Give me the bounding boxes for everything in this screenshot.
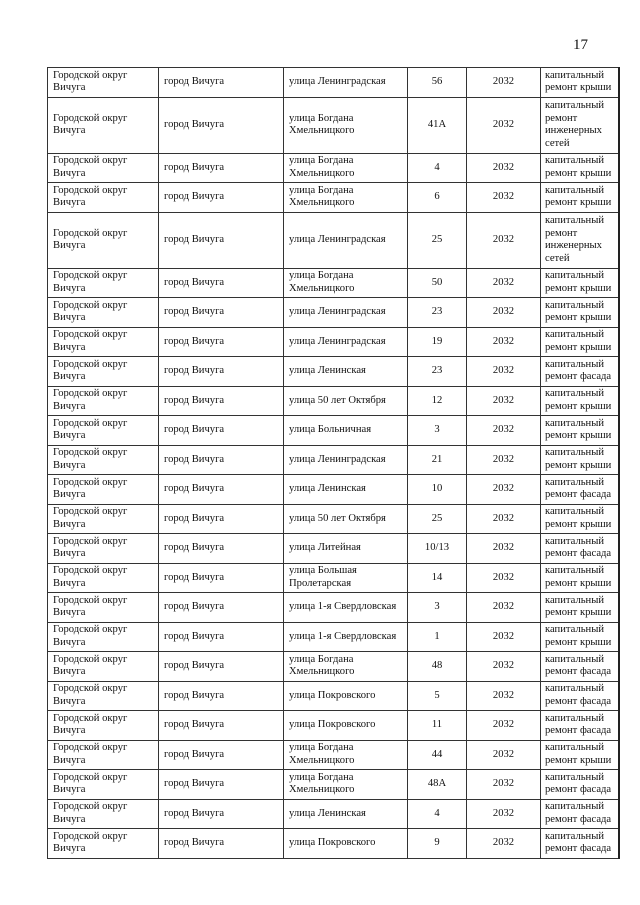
work-type-cell: капитальный ремонт крыши	[541, 386, 619, 416]
work-type-cell: капитальный ремонт крыши	[541, 153, 619, 183]
district-cell: Городской округ Вичуга	[48, 212, 159, 268]
table-row	[48, 268, 619, 298]
work-type-cell: капитальный ремонт фасада	[541, 711, 619, 741]
house-number-cell: 50	[408, 268, 467, 298]
district-cell: Городской округ Вичуга	[48, 563, 159, 593]
city-cell: город Вичуга	[159, 97, 284, 153]
work-type-cell: капитальный ремонт крыши	[541, 445, 619, 475]
district-cell: Городской округ Вичуга	[48, 475, 159, 505]
city-cell: город Вичуга	[159, 68, 284, 98]
street-cell: улица Богдана Хмельницкого	[284, 770, 408, 800]
district-cell: Городской округ Вичуга	[48, 357, 159, 387]
year-cell: 2032	[467, 153, 541, 183]
district-cell: Городской округ Вичуга	[48, 68, 159, 98]
year-cell: 2032	[467, 416, 541, 446]
city-cell: город Вичуга	[159, 268, 284, 298]
work-type-cell: капитальный ремонт крыши	[541, 593, 619, 623]
house-number-cell: 19	[408, 327, 467, 357]
table-row	[48, 652, 619, 682]
year-cell: 2032	[467, 445, 541, 475]
street-cell: улица Ленинская	[284, 475, 408, 505]
work-type-cell: капитальный ремонт крыши	[541, 68, 619, 98]
street-cell: улица Богдана Хмельницкого	[284, 97, 408, 153]
table-row	[48, 504, 619, 534]
repair-schedule-table	[47, 67, 620, 859]
house-number-cell: 3	[408, 593, 467, 623]
street-cell: улица Больничная	[284, 416, 408, 446]
year-cell: 2032	[467, 593, 541, 623]
city-cell: город Вичуга	[159, 593, 284, 623]
house-number-cell: 25	[408, 504, 467, 534]
district-cell: Городской округ Вичуга	[48, 153, 159, 183]
street-cell: улица 50 лет Октября	[284, 386, 408, 416]
table-row	[48, 740, 619, 770]
city-cell: город Вичуга	[159, 534, 284, 564]
city-cell: город Вичуга	[159, 416, 284, 446]
house-number-cell: 12	[408, 386, 467, 416]
house-number-cell: 48А	[408, 770, 467, 800]
street-cell: улица Ленинградская	[284, 298, 408, 328]
table-row	[48, 386, 619, 416]
street-cell: улица Большая Пролетарская	[284, 563, 408, 593]
work-type-cell: капитальный ремонт фасада	[541, 652, 619, 682]
district-cell: Городской округ Вичуга	[48, 445, 159, 475]
year-cell: 2032	[467, 504, 541, 534]
table-row	[48, 298, 619, 328]
district-cell: Городской округ Вичуга	[48, 770, 159, 800]
house-number-cell: 3	[408, 416, 467, 446]
house-number-cell: 4	[408, 153, 467, 183]
district-cell: Городской округ Вичуга	[48, 799, 159, 829]
city-cell: город Вичуга	[159, 770, 284, 800]
work-type-cell: капитальный ремонт фасада	[541, 357, 619, 387]
district-cell: Городской округ Вичуга	[48, 327, 159, 357]
district-cell: Городской округ Вичуга	[48, 298, 159, 328]
street-cell: улица 50 лет Октября	[284, 504, 408, 534]
district-cell: Городской округ Вичуга	[48, 534, 159, 564]
year-cell: 2032	[467, 652, 541, 682]
table-row	[48, 681, 619, 711]
district-cell: Городской округ Вичуга	[48, 681, 159, 711]
city-cell: город Вичуга	[159, 681, 284, 711]
table-row	[48, 153, 619, 183]
street-cell: улица Ленинградская	[284, 445, 408, 475]
year-cell: 2032	[467, 97, 541, 153]
city-cell: город Вичуга	[159, 652, 284, 682]
city-cell: город Вичуга	[159, 298, 284, 328]
year-cell: 2032	[467, 183, 541, 213]
table-row	[48, 68, 619, 98]
work-type-cell: капитальный ремонт фасада	[541, 799, 619, 829]
house-number-cell: 10/13	[408, 534, 467, 564]
house-number-cell: 56	[408, 68, 467, 98]
street-cell: улица Богдана Хмельницкого	[284, 153, 408, 183]
city-cell: город Вичуга	[159, 153, 284, 183]
table-row	[48, 799, 619, 829]
table-row	[48, 327, 619, 357]
work-type-cell: капитальный ремонт фасада	[541, 475, 619, 505]
table-row	[48, 829, 619, 859]
house-number-cell: 41А	[408, 97, 467, 153]
city-cell: город Вичуга	[159, 445, 284, 475]
work-type-cell: капитальный ремонт фасада	[541, 770, 619, 800]
city-cell: город Вичуга	[159, 711, 284, 741]
street-cell: улица Ленинская	[284, 357, 408, 387]
district-cell: Городской округ Вичуга	[48, 622, 159, 652]
table-row	[48, 416, 619, 446]
street-cell: улица Покровского	[284, 829, 408, 859]
year-cell: 2032	[467, 212, 541, 268]
year-cell: 2032	[467, 770, 541, 800]
year-cell: 2032	[467, 799, 541, 829]
table-row	[48, 445, 619, 475]
district-cell: Городской округ Вичуга	[48, 504, 159, 534]
house-number-cell: 4	[408, 799, 467, 829]
house-number-cell: 5	[408, 681, 467, 711]
year-cell: 2032	[467, 711, 541, 741]
street-cell: улица Богдана Хмельницкого	[284, 268, 408, 298]
work-type-cell: капитальный ремонт крыши	[541, 504, 619, 534]
year-cell: 2032	[467, 357, 541, 387]
city-cell: город Вичуга	[159, 799, 284, 829]
city-cell: город Вичуга	[159, 622, 284, 652]
table-row	[48, 593, 619, 623]
year-cell: 2032	[467, 534, 541, 564]
house-number-cell: 11	[408, 711, 467, 741]
district-cell: Городской округ Вичуга	[48, 593, 159, 623]
city-cell: город Вичуга	[159, 386, 284, 416]
street-cell: улица Богдана Хмельницкого	[284, 652, 408, 682]
work-type-cell: капитальный ремонт инженерных сетей	[541, 97, 619, 153]
street-cell: улица Богдана Хмельницкого	[284, 183, 408, 213]
city-cell: город Вичуга	[159, 212, 284, 268]
year-cell: 2032	[467, 681, 541, 711]
work-type-cell: капитальный ремонт крыши	[541, 563, 619, 593]
street-cell: улица Покровского	[284, 681, 408, 711]
work-type-cell: капитальный ремонт крыши	[541, 298, 619, 328]
year-cell: 2032	[467, 622, 541, 652]
year-cell: 2032	[467, 68, 541, 98]
work-type-cell: капитальный ремонт инженерных сетей	[541, 212, 619, 268]
house-number-cell: 6	[408, 183, 467, 213]
street-cell: улица Ленинградская	[284, 68, 408, 98]
house-number-cell: 25	[408, 212, 467, 268]
table-row	[48, 183, 619, 213]
work-type-cell: капитальный ремонт крыши	[541, 327, 619, 357]
table-row	[48, 212, 619, 268]
table-row	[48, 534, 619, 564]
city-cell: город Вичуга	[159, 327, 284, 357]
year-cell: 2032	[467, 475, 541, 505]
district-cell: Городской округ Вичуга	[48, 268, 159, 298]
year-cell: 2032	[467, 327, 541, 357]
city-cell: город Вичуга	[159, 357, 284, 387]
year-cell: 2032	[467, 563, 541, 593]
work-type-cell: капитальный ремонт крыши	[541, 268, 619, 298]
work-type-cell: капитальный ремонт крыши	[541, 622, 619, 652]
house-number-cell: 23	[408, 298, 467, 328]
house-number-cell: 23	[408, 357, 467, 387]
year-cell: 2032	[467, 386, 541, 416]
work-type-cell: капитальный ремонт крыши	[541, 183, 619, 213]
district-cell: Городской округ Вичуга	[48, 652, 159, 682]
year-cell: 2032	[467, 268, 541, 298]
district-cell: Городской округ Вичуга	[48, 97, 159, 153]
work-type-cell: капитальный ремонт фасада	[541, 829, 619, 859]
street-cell: улица Ленинская	[284, 799, 408, 829]
table-row	[48, 622, 619, 652]
district-cell: Городской округ Вичуга	[48, 386, 159, 416]
year-cell: 2032	[467, 740, 541, 770]
table-row	[48, 357, 619, 387]
street-cell: улица 1-я Свердловская	[284, 622, 408, 652]
city-cell: город Вичуга	[159, 563, 284, 593]
year-cell: 2032	[467, 298, 541, 328]
street-cell: улица Литейная	[284, 534, 408, 564]
city-cell: город Вичуга	[159, 504, 284, 534]
street-cell: улица Ленинградская	[284, 327, 408, 357]
year-cell: 2032	[467, 829, 541, 859]
district-cell: Городской округ Вичуга	[48, 711, 159, 741]
table-row	[48, 770, 619, 800]
district-cell: Городской округ Вичуга	[48, 416, 159, 446]
house-number-cell: 48	[408, 652, 467, 682]
page-number: 17	[573, 37, 588, 53]
house-number-cell: 44	[408, 740, 467, 770]
work-type-cell: капитальный ремонт крыши	[541, 740, 619, 770]
house-number-cell: 14	[408, 563, 467, 593]
district-cell: Городской округ Вичуга	[48, 829, 159, 859]
house-number-cell: 1	[408, 622, 467, 652]
city-cell: город Вичуга	[159, 475, 284, 505]
house-number-cell: 10	[408, 475, 467, 505]
street-cell: улица Ленинградская	[284, 212, 408, 268]
street-cell: улица 1-я Свердловская	[284, 593, 408, 623]
work-type-cell: капитальный ремонт фасада	[541, 681, 619, 711]
table-row	[48, 711, 619, 741]
street-cell: улица Покровского	[284, 711, 408, 741]
district-cell: Городской округ Вичуга	[48, 183, 159, 213]
work-type-cell: капитальный ремонт фасада	[541, 534, 619, 564]
district-cell: Городской округ Вичуга	[48, 740, 159, 770]
city-cell: город Вичуга	[159, 829, 284, 859]
work-type-cell: капитальный ремонт крыши	[541, 416, 619, 446]
table-row	[48, 475, 619, 505]
table-row	[48, 97, 619, 153]
house-number-cell: 9	[408, 829, 467, 859]
house-number-cell: 21	[408, 445, 467, 475]
street-cell: улица Богдана Хмельницкого	[284, 740, 408, 770]
table-row	[48, 563, 619, 593]
city-cell: город Вичуга	[159, 183, 284, 213]
city-cell: город Вичуга	[159, 740, 284, 770]
